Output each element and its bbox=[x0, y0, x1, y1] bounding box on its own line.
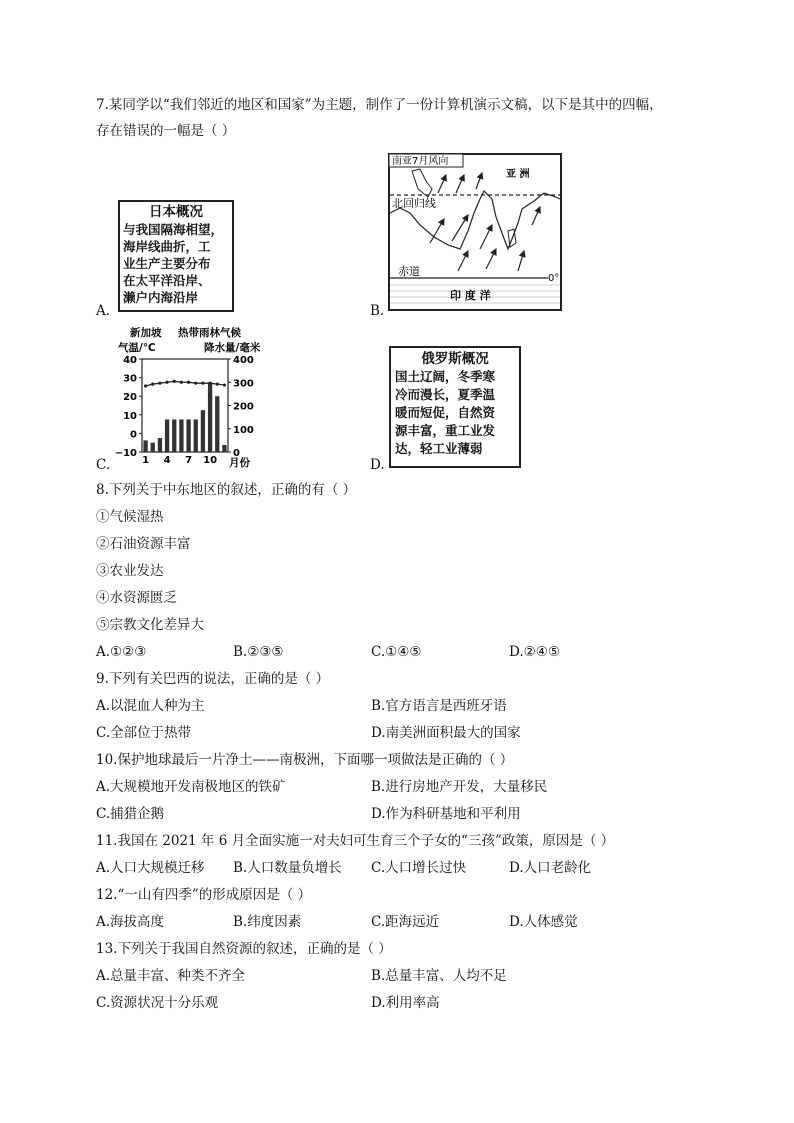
japan-box-line: 在太平洋沿岸、 bbox=[123, 273, 211, 288]
precipitation-bar bbox=[186, 419, 190, 452]
option-b-label: B. bbox=[370, 303, 385, 319]
russia-overview-box bbox=[389, 346, 521, 468]
japan-overview-box bbox=[118, 200, 234, 312]
q10-stem: 10.保护地球最后一片净土——南极洲，下面哪一项做法是正确的（ ） bbox=[96, 752, 514, 768]
q13-option-c: C.资源状况十分乐观 bbox=[96, 995, 219, 1011]
japan-box-line: 与我国隔海相望， bbox=[123, 222, 224, 237]
temperature-point bbox=[187, 381, 190, 384]
q9-stem: 9.下列有关巴西的说法，正确的是（ ） bbox=[96, 671, 330, 687]
q7-stem-line1: 7.某同学以“我们邻近的地区和国家”为主题，制作了一份计算机演示文稿，以下是其中的四幅， bbox=[96, 97, 663, 113]
right-axis-tick-label: 300 bbox=[233, 378, 254, 390]
precipitation-bar bbox=[201, 410, 205, 452]
japan-box-title: 日本概况 bbox=[149, 204, 203, 220]
right-axis-tick-label: 100 bbox=[233, 424, 254, 436]
left-axis-tick-label: 40 bbox=[123, 355, 137, 366]
left-axis-tick-label: 10 bbox=[123, 410, 137, 422]
q10-option-c: C.捕猎企鹅 bbox=[96, 806, 165, 822]
russia-box-line: 暖而短促，自然资 bbox=[395, 405, 496, 420]
q12-stem: 12.“一山有四季”的形成原因是（ ） bbox=[96, 887, 312, 903]
x-tick-label: 1 bbox=[142, 455, 150, 466]
temperature-point bbox=[151, 383, 154, 386]
q11-stem: 11.我国在 2021 年 6 月全面实施一对夫妇可生育三个子女的“三孩”政策，原因是（ ） bbox=[96, 833, 615, 849]
q9-option-d: D.南美洲面积最大的国家 bbox=[371, 725, 521, 741]
precipitation-bar bbox=[143, 440, 147, 452]
temperature-point bbox=[173, 380, 176, 383]
q10-option-d: D.作为科研基地和平利用 bbox=[371, 806, 521, 822]
russia-box-line: 源丰富，重工业发 bbox=[395, 423, 496, 438]
q7-stem-line2: 存在错误的一幅是（ ） bbox=[96, 123, 236, 139]
q10-option-a: A.大规模地开发南极地区的铁矿 bbox=[96, 779, 286, 795]
q11-option-a: A.人口大规模迁移 bbox=[96, 860, 205, 876]
left-axis-tick-label: 0 bbox=[130, 429, 137, 441]
q8-item: ①气候湿热 bbox=[96, 509, 164, 525]
right-axis-tick-label: 200 bbox=[233, 401, 254, 413]
q8-item: ④水资源匮乏 bbox=[96, 590, 177, 606]
q8-item: ②石油资源丰富 bbox=[96, 536, 191, 552]
q8-option-a: A.①②③ bbox=[96, 644, 147, 660]
japan-box-line: 海岸线曲折，工 bbox=[123, 239, 211, 254]
q11-option-c: C.人口增长过快 bbox=[371, 860, 467, 876]
temperature-point bbox=[216, 383, 219, 386]
equator-label: 赤道 bbox=[398, 265, 420, 278]
q9-option-b: B.官方语言是西班牙语 bbox=[371, 698, 507, 714]
left-axis-tick-label: −10 bbox=[114, 448, 137, 459]
left-axis-tick-label: 30 bbox=[123, 373, 137, 385]
precipitation-bar bbox=[172, 419, 176, 452]
month-unit-label: 月份 bbox=[229, 457, 250, 469]
precipitation-bar bbox=[208, 382, 212, 452]
temperature-point bbox=[208, 382, 211, 385]
x-tick-label: 10 bbox=[203, 455, 218, 466]
x-tick-label: 7 bbox=[185, 455, 193, 466]
q9-option-a: A.以混血人种为主 bbox=[96, 698, 205, 714]
zero-degree-label: 0° bbox=[548, 273, 560, 284]
precipitation-bar bbox=[222, 445, 226, 452]
precipitation-bar bbox=[151, 443, 155, 452]
chart-place: 新加坡 bbox=[130, 327, 162, 339]
q11-option-b: B.人口数量负增长 bbox=[233, 860, 342, 876]
russia-box-line: 达，轻工业薄弱 bbox=[395, 441, 483, 456]
russia-box-title: 俄罗斯概况 bbox=[421, 351, 489, 367]
q13-stem: 13.下列关于我国自然资源的叙述，正确的是（ ） bbox=[96, 941, 392, 957]
precipitation-bar bbox=[215, 396, 219, 452]
q12-option-a: A.海拔高度 bbox=[96, 914, 165, 930]
ocean-label: 印 度 洋 bbox=[450, 289, 491, 302]
asia-label: 亚 洲 bbox=[506, 169, 530, 180]
q8-option-c: C.①④⑤ bbox=[371, 644, 422, 660]
tropic-label: 北回归线 bbox=[392, 197, 436, 210]
q9-option-c: C.全部位于热带 bbox=[96, 725, 192, 741]
right-axis-tick-label: 400 bbox=[233, 355, 254, 366]
right-axis-tick-label: 0 bbox=[233, 448, 240, 459]
left-axis-tick-label: 20 bbox=[123, 392, 137, 404]
q12-option-b: B.纬度因素 bbox=[233, 914, 302, 930]
option-d-label: D. bbox=[370, 457, 385, 473]
q8-item: ⑤宗教文化差异大 bbox=[96, 617, 204, 633]
temperature-line bbox=[146, 381, 225, 386]
precipitation-bar bbox=[158, 438, 162, 452]
left-axis-label: 气温/℃ bbox=[118, 342, 156, 354]
q11-option-d: D.人口老龄化 bbox=[509, 860, 592, 876]
q8-option-b: B.②③⑤ bbox=[233, 644, 284, 660]
q10-option-b: B.进行房地产开发，大量移民 bbox=[371, 779, 548, 795]
japan-box-line: 濑户内海沿岸 bbox=[123, 290, 199, 305]
temperature-point bbox=[194, 382, 197, 385]
precipitation-bar bbox=[194, 419, 198, 452]
q13-option-b: B.总量丰富、人均不足 bbox=[371, 968, 507, 984]
temperature-point bbox=[158, 382, 161, 385]
precipitation-bar bbox=[165, 419, 169, 452]
map-title: 南亚7月风向 bbox=[392, 156, 449, 167]
option-c-label: C. bbox=[96, 457, 111, 473]
climate-chart bbox=[112, 324, 282, 470]
q12-option-d: D.人体感觉 bbox=[509, 914, 578, 930]
russia-box-line: 冷而漫长，夏季温 bbox=[395, 387, 496, 402]
temperature-point bbox=[144, 384, 147, 387]
right-axis-label: 降水量/毫米 bbox=[204, 342, 261, 354]
q8-item: ③农业发达 bbox=[96, 563, 164, 579]
temperature-point bbox=[165, 381, 168, 384]
q8-stem: 8.下列关于中东地区的叙述，正确的有（ ） bbox=[96, 482, 357, 498]
option-a-label: A. bbox=[96, 303, 111, 319]
russia-box-line: 国土辽阔，冬季寒 bbox=[395, 369, 496, 384]
south-asia-wind-map bbox=[388, 153, 562, 311]
temperature-point bbox=[223, 383, 226, 386]
japan-box-line: 业生产主要分布 bbox=[123, 256, 211, 271]
chart-climate: 热带雨林气候 bbox=[178, 327, 241, 339]
temperature-point bbox=[180, 381, 183, 384]
q13-option-d: D.利用率高 bbox=[371, 995, 440, 1011]
temperature-point bbox=[201, 382, 204, 385]
q13-option-a: A.总量丰富、种类不齐全 bbox=[96, 968, 246, 984]
x-tick-label: 4 bbox=[163, 455, 171, 466]
precipitation-bar bbox=[179, 419, 183, 452]
q12-option-c: C.距海远近 bbox=[371, 914, 440, 930]
q8-option-d: D.②④⑤ bbox=[509, 644, 560, 660]
